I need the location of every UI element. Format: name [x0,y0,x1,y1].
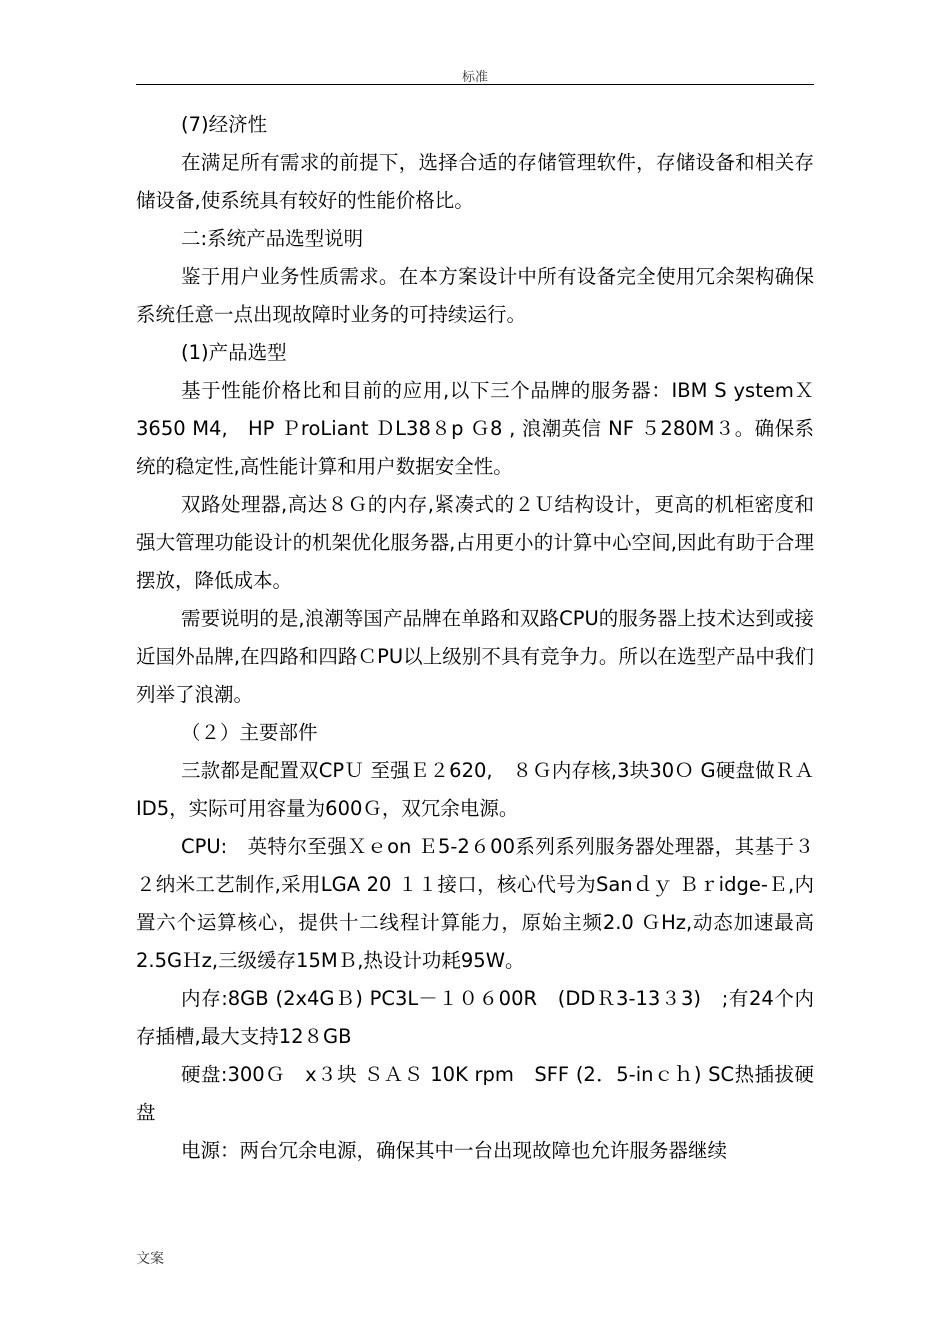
paragraph: 电源：两台冗余电源，确保其中一台出现故障也允许服务器继续 [181,1139,728,1162]
paragraph: CPU: 英特尔至强Ｘｅon Ｅ5-2６00系列系列服务器处理器，其基于３２纳米工艺制作,采用LGA 20 １１接口，核心代号为Sanｄｙ Ｂｒidge-Ｅ,内置六个运算核心，提供十二线程计算能力，原始主频2.0 ＧHz,动态加速最高2.5GＨz,三级缓存15MＢ,热设计功耗95W。 [136,835,814,972]
paragraph: (1)产品选型 [181,341,287,364]
paragraph: 在满足所有需求的前提下，选择合适的存储管理软件，存储设备和相关存储设备,使系统具有较好的性能价格比。 [136,151,814,212]
paragraph: （２）主要部件 [181,721,318,744]
page-header: 标准 [461,70,488,85]
paragraph: 二:系统产品选型说明 [181,227,364,250]
paragraph: 鉴于用户业务性质需求。在本方案设计中所有设备完全使用冗余架构确保系统任意一点出现故障时业务的可持续运行。 [136,265,814,326]
document-body [136,106,814,1170]
paragraph: 硬盘:300Ｇ x３块 ＳＡＳ 10K rpm SFF (2．5-inｃｈ) SC热插拔硬盘 [136,1063,814,1124]
paragraph: 基于性能价格比和目前的应用,以下三个品牌的服务器：IBM S ystemＸ 3650 M4, HP ＰroLiant ＤL38８p Ｇ8 , 浪潮英信 NF ５280M３。确保系统的稳定性,高性能计算和用户数据安全性。 [136,379,814,478]
paragraph: 三款都是配置双CPＵ 至强Ｅ２620, ８Ｇ内存核,3块30Ｏ G硬盘做ＲＡID5，实际可用容量为600Ｇ，双冗余电源。 [136,759,814,820]
page-footer: 文案 [136,1251,164,1267]
paragraph: 需要说明的是,浪潮等国产品牌在单路和双路CPU的服务器上技术达到或接近国外品牌,在四路和四路ＣPU以上级别不具有竞争力。所以在选型产品中我们列举了浪潮。 [136,607,814,706]
header-rule [136,84,814,85]
paragraph: 内存:8GB (2x4GＢ) PC3L－１０６00R (DDＲ3-13３3) ;有24个内存插槽,最大支持12８GB [136,987,814,1048]
paragraph: 双路处理器,高达８Ｇ的内存,紧凑式的２Ｕ结构设计，更高的机柜密度和强大管理功能设计的机架优化服务器,占用更小的计算中心空间,因此有助于合理摆放，降低成本。 [136,493,814,592]
paragraph: (7)经济性 [181,113,268,136]
